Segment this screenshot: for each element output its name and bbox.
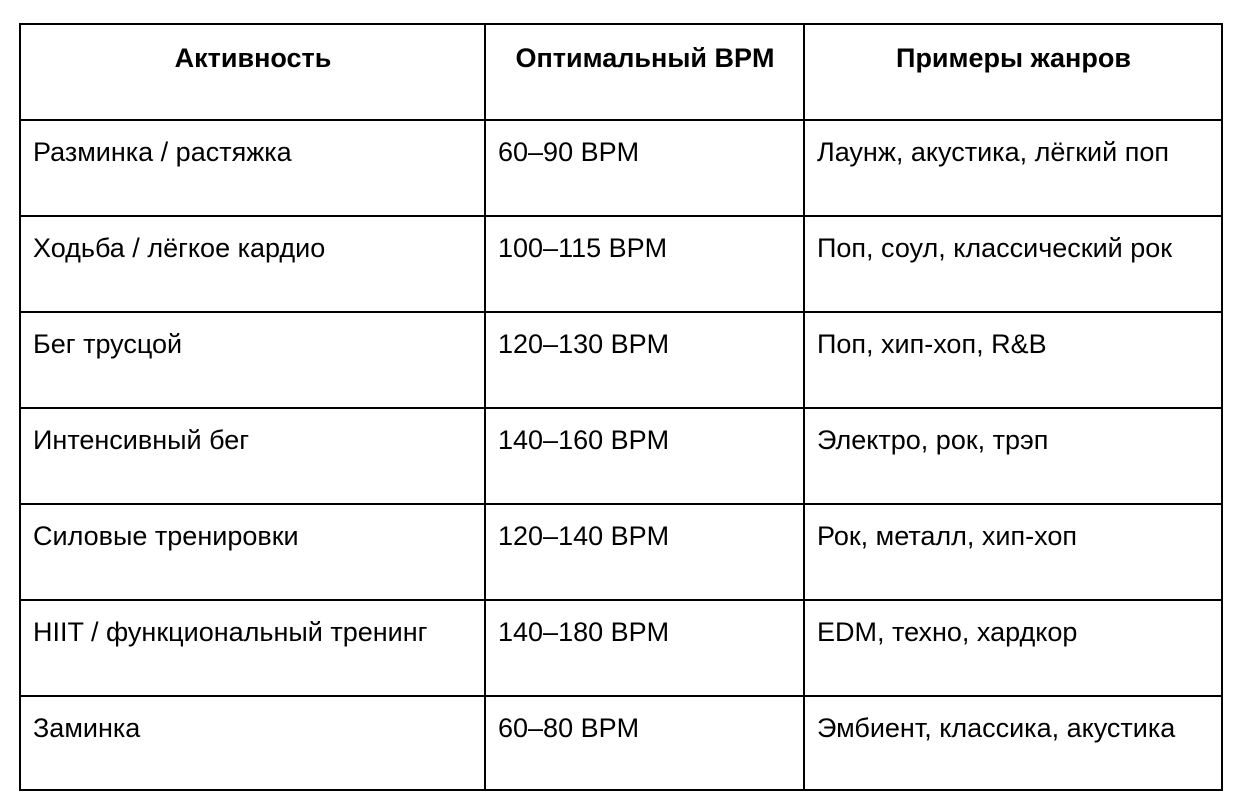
genres-cell: EDM, техно, хардкор <box>804 600 1222 696</box>
table-row <box>20 600 1222 696</box>
header-genre-examples: Примеры жанров <box>804 24 1222 120</box>
bpm-table <box>19 23 1223 791</box>
bpm-cell: 120–140 BPM <box>485 504 804 600</box>
bpm-cell: 120–130 BPM <box>485 312 804 408</box>
genres-cell: Электро, рок, трэп <box>804 408 1222 504</box>
bpm-cell: 100–115 BPM <box>485 216 804 312</box>
genres-cell: Поп, хип-хоп, R&B <box>804 312 1222 408</box>
header-activity: Активность <box>20 24 485 120</box>
bpm-cell: 140–160 BPM <box>485 408 804 504</box>
genres-cell: Рок, металл, хип-хоп <box>804 504 1222 600</box>
bpm-cell: 60–90 BPM <box>485 120 804 216</box>
bpm-cell: 140–180 BPM <box>485 600 804 696</box>
genres-cell: Эмбиент, классика, акустика <box>804 696 1222 790</box>
header-optimal-bpm: Оптимальный BPM <box>485 24 804 120</box>
table-row <box>20 216 1222 312</box>
activity-cell: Ходьба / лёгкое кардио <box>20 216 485 312</box>
table-row <box>20 120 1222 216</box>
table-row <box>20 504 1222 600</box>
activity-cell: Бег трусцой <box>20 312 485 408</box>
table-row <box>20 696 1222 790</box>
activity-cell: Интенсивный бег <box>20 408 485 504</box>
genres-cell: Лаунж, акустика, лёгкий поп <box>804 120 1222 216</box>
activity-cell: Заминка <box>20 696 485 790</box>
table-row <box>20 408 1222 504</box>
table-row <box>20 312 1222 408</box>
activity-cell: Силовые тренировки <box>20 504 485 600</box>
activity-cell: Разминка / растяжка <box>20 120 485 216</box>
table-header-row <box>20 24 1222 120</box>
genres-cell: Поп, соул, классический рок <box>804 216 1222 312</box>
activity-cell: HIIT / функциональный тренинг <box>20 600 485 696</box>
bpm-cell: 60–80 BPM <box>485 696 804 790</box>
